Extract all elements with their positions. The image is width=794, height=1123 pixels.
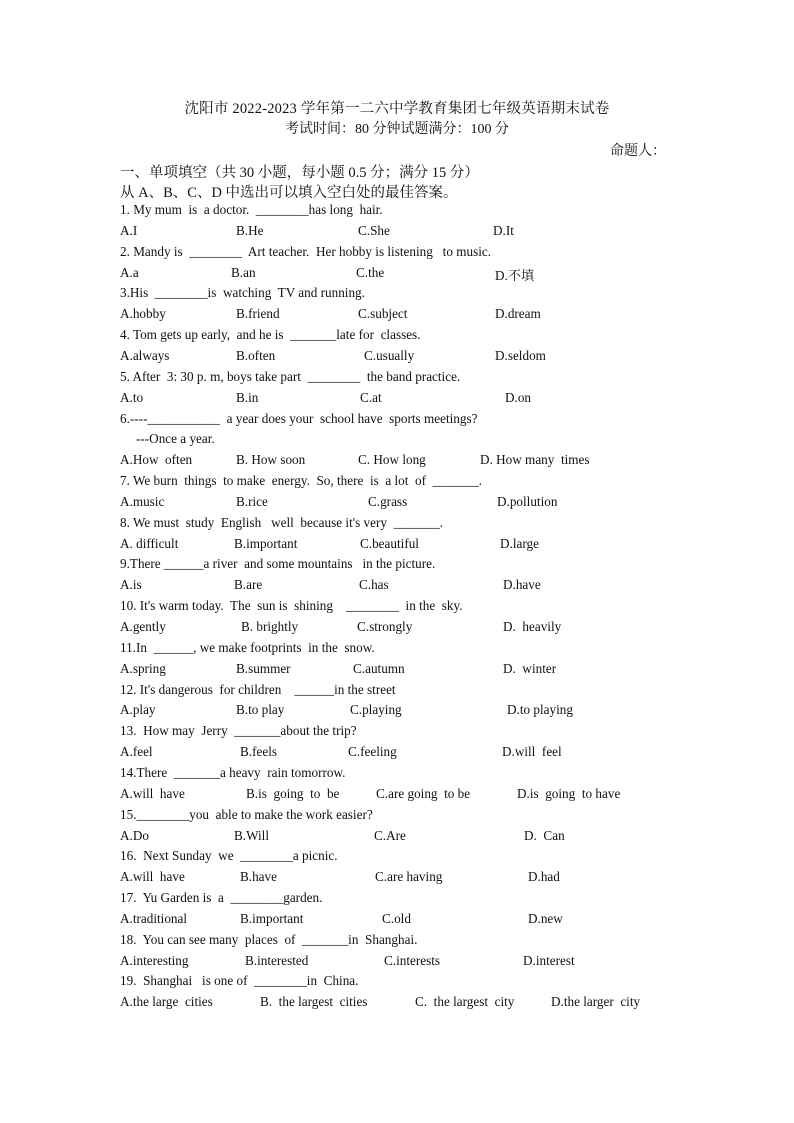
question-stem: 4. Tom gets up early, and he is _______late for classes.: [120, 327, 421, 343]
answer-option: A.spring: [120, 660, 166, 676]
answer-option: B.important: [240, 910, 304, 926]
question-stem: 2. Mandy is ________ Art teacher. Her hobby is listening to music.: [120, 243, 492, 259]
answer-option: C.are going to be: [376, 785, 471, 801]
answer-option: A.play: [120, 702, 156, 718]
answer-option: D.have: [503, 577, 541, 593]
answer-option: A.gently: [120, 619, 166, 634]
question-stem: 10. It's warm today. The sun is shining ________ in the sky.: [120, 598, 463, 614]
answer-option: C.feeling: [348, 744, 397, 760]
question-stem: 9.There ______a river and some mountains in the picture.: [120, 556, 436, 572]
section-instruction: 从 A、B、C、D 中选出可以填入空白处的最佳答案。: [120, 185, 458, 201]
question-stem: 7. We burn things to make energy. So, there is a lot of _______.: [120, 473, 483, 489]
question-stem: 11.In ______, we make footprints in the snow.: [120, 639, 375, 655]
answer-option: D. heavily: [503, 619, 562, 634]
answer-option: C.usually: [364, 347, 415, 363]
answer-option: D.不填: [495, 267, 535, 283]
answer-option: B.feels: [240, 744, 277, 760]
answer-option: C.grass: [368, 493, 408, 509]
answer-option: A.is: [120, 577, 142, 593]
answer-option: B. the largest cities: [260, 994, 368, 1010]
answer-option: D.will feel: [502, 744, 562, 760]
answer-option: B. brightly: [241, 619, 299, 634]
answer-option: C.has: [359, 577, 389, 593]
answer-option: C.beautiful: [360, 535, 419, 551]
section-heading: 一、单项填空（共 30 小题，每小题 0.5 分；满分 15 分）: [120, 165, 479, 181]
answer-option: A.will have: [120, 785, 185, 801]
answer-option: A.Do: [120, 827, 149, 843]
answer-option: B.Will: [234, 827, 270, 843]
question-stem: 19. Shanghai is one of ________in China.: [120, 973, 359, 989]
answer-option: A.I: [120, 222, 138, 238]
answer-option: A.hobby: [120, 306, 166, 322]
question-stem: 18. You can see many places of _______in Shanghai.: [120, 931, 418, 947]
question-stem: 15.________you able to make the work easier?: [120, 806, 373, 822]
question-stem: 17. Yu Garden is a ________garden.: [120, 890, 323, 906]
answer-option: C.old: [382, 910, 411, 926]
answer-option: C.She: [358, 222, 390, 238]
answer-option: D.on: [505, 389, 532, 405]
answer-option: A.will have: [120, 869, 185, 885]
answer-option: B.important: [234, 535, 298, 551]
answer-option: A.the large cities: [120, 994, 213, 1010]
answer-option: B. How soon: [236, 452, 306, 468]
answer-option: B.an: [231, 264, 256, 280]
question-stem: 12. It's dangerous for children ______in the street: [120, 681, 396, 697]
answer-option: C.strongly: [357, 619, 413, 634]
exam-subtitle: 考试时间：80 分钟试题满分：100 分: [285, 122, 509, 137]
question-stem: 5. After 3: 30 p. m, boys take part ________ the band practice.: [120, 368, 461, 384]
answer-option: D. How many times: [480, 452, 590, 468]
answer-option: C.interests: [384, 952, 441, 968]
answer-option: C.playing: [350, 702, 402, 718]
answer-option: D.dream: [495, 306, 541, 322]
answer-option: D.had: [528, 869, 560, 885]
answer-option: D.is going to have: [517, 785, 621, 801]
answer-option: D.seldom: [495, 347, 546, 363]
question-stem: 6.----___________ a year does your school have sports meetings?: [120, 410, 478, 426]
answer-option: A.a: [120, 264, 139, 280]
answer-option: B.to play: [236, 702, 285, 718]
answer-option: B.in: [236, 389, 259, 405]
question-stem: 3.His ________is watching TV and running.: [120, 285, 365, 301]
answer-option: C.subject: [358, 306, 408, 322]
answer-option: A. difficult: [120, 535, 179, 551]
answer-option: A.always: [120, 347, 170, 363]
answer-option: B.rice: [236, 493, 268, 509]
question-stem: 1. My mum is a doctor. ________has long hair.: [120, 202, 383, 217]
answer-option: D.to playing: [507, 702, 573, 718]
answer-option: D.large: [500, 535, 539, 551]
answer-option: D.new: [528, 910, 563, 926]
exam-title: 沈阳市 2022-2023 学年第一二六中学教育集团七年级英语期末试卷: [184, 101, 610, 117]
answer-option: D.pollution: [497, 493, 558, 509]
answer-option: C.the: [356, 264, 385, 280]
answer-option: B.are: [234, 577, 263, 593]
answer-option: A.traditional: [120, 910, 188, 926]
answer-option: D. winter: [503, 660, 557, 676]
question-stem: 14.There _______a heavy rain tomorrow.: [120, 764, 346, 780]
question-stem: 13. How may Jerry _______about the trip?: [120, 723, 357, 739]
answer-option: B.interested: [245, 952, 309, 968]
answer-option: A.feel: [120, 744, 153, 760]
question-stem: 8. We must study English well because it's very _______.: [120, 514, 444, 530]
answer-option: B.have: [240, 869, 277, 885]
answer-option: A.music: [120, 493, 165, 509]
answer-option: B.He: [236, 222, 264, 238]
answer-option: A.How often: [120, 452, 193, 468]
answer-option: A.interesting: [120, 952, 189, 968]
answer-option: C.Are: [374, 827, 406, 843]
answer-option: D. Can: [524, 827, 565, 843]
answer-option: C.autumn: [353, 660, 405, 676]
question-answer-line: ---Once a year.: [136, 431, 215, 447]
answer-option: C.are having: [375, 869, 443, 885]
question-stem: 16. Next Sunday we ________a picnic.: [120, 848, 338, 864]
answer-option: B.is going to be: [246, 785, 340, 801]
answer-option: C. How long: [358, 452, 426, 468]
author-label: 命题人：: [610, 144, 666, 159]
answer-option: B.summer: [236, 660, 291, 676]
answer-option: B.friend: [236, 306, 280, 322]
answer-option: B.often: [236, 347, 276, 363]
answer-option: C.at: [360, 389, 382, 405]
answer-option: C. the largest city: [415, 994, 515, 1010]
answer-option: D.It: [493, 222, 514, 238]
answer-option: D.the larger city: [551, 994, 641, 1010]
answer-option: D.interest: [523, 952, 575, 968]
answer-option: A.to: [120, 389, 144, 405]
